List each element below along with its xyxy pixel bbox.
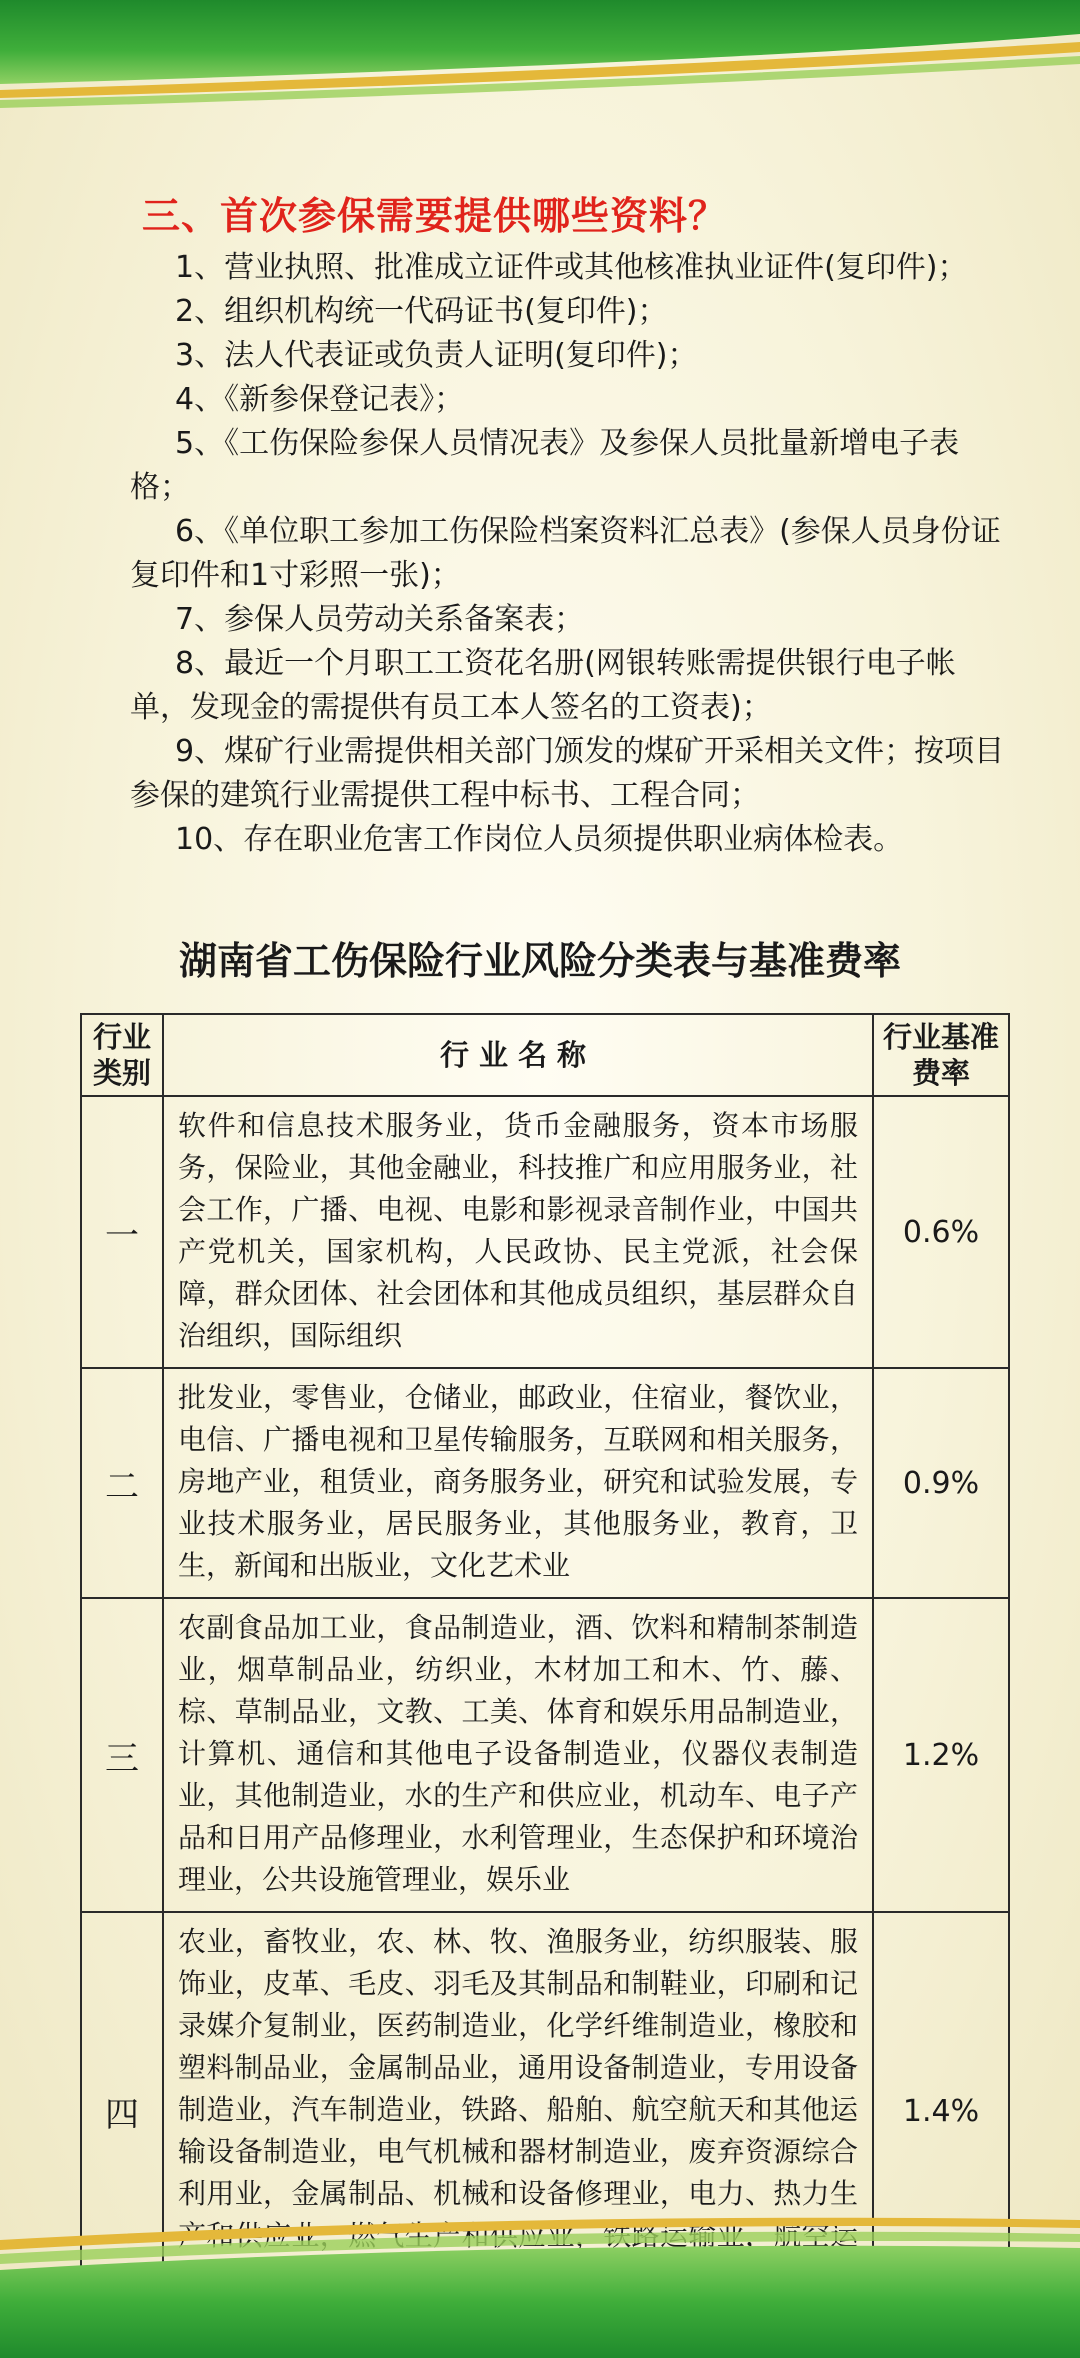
required-documents-section bbox=[130, 190, 1010, 862]
table-title: 湖南省工伤保险行业风险分类表与基准费率 bbox=[178, 939, 901, 983]
section-title: 三、首次参保需要提供哪些资料？ bbox=[142, 194, 728, 238]
rate-cell: 0.9% bbox=[873, 1368, 1009, 1598]
document-item: 10、存在职业危害工作岗位人员须提供职业病体检表。 bbox=[175, 822, 904, 857]
category-cell: 三 bbox=[81, 1598, 163, 1912]
rate-cell: 1.4% bbox=[873, 1912, 1009, 2310]
rate-cell: 0.6% bbox=[873, 1096, 1009, 1368]
rate-cell: 1.2% bbox=[873, 1598, 1009, 1912]
document-item: 3、法人代表证或负责人证明(复印件)； bbox=[175, 338, 698, 373]
document-item: 4、《新参保登记表》； bbox=[175, 382, 465, 417]
table-row bbox=[81, 1096, 1009, 1368]
document-item: 2、组织机构统一代码证书(复印件)； bbox=[175, 294, 668, 329]
category-cell: 二 bbox=[81, 1368, 163, 1598]
header-industry-name: 行业名称 bbox=[163, 1014, 873, 1096]
industry-names-cell: 批发业，零售业，仓储业，邮政业，住宿业，餐饮业，电信、广播电视和卫星传输服务，互联网和相关服务，房地产业，租赁业，商务服务业，研究和试验发展，专业技术服务业，居民服务业，其他服务业，教育，卫生，新闻和出版业，文化艺术业 bbox=[163, 1368, 873, 1598]
document-item: 9、煤矿行业需提供相关部门颁发的煤矿开采相关文件；按项目参保的建筑行业需提供工程中标书、工程合同； bbox=[130, 734, 1005, 813]
table-row bbox=[81, 1598, 1009, 1912]
table-header-row bbox=[81, 1014, 1009, 1096]
document-item: 6、《单位职工参加工伤保险档案资料汇总表》(参保人员身份证复印件和1寸彩照一张)； bbox=[130, 514, 1001, 593]
top-decorative-band bbox=[0, 0, 1080, 140]
category-cell: 一 bbox=[81, 1096, 163, 1368]
document-item: 7、参保人员劳动关系备案表； bbox=[175, 602, 585, 637]
industry-names-cell: 农副食品加工业，食品制造业，酒、饮料和精制茶制造业，烟草制品业，纺织业，木材加工和木、竹、藤、棕、草制品业，文教、工美、体育和娱乐用品制造业，计算机、通信和其他电子设备制造业，仪器仪表制造业，其他制造业，水的生产和供应业，机动车、电子产品和日用产品修理业，水利管理业，生态保护和环境治理业，公共设施管理业，娱乐业 bbox=[163, 1598, 873, 1912]
table-row bbox=[81, 1368, 1009, 1598]
document-item: 1、营业执照、批准成立证件或其他核准执业证件(复印件)； bbox=[175, 250, 968, 285]
header-base-rate: 行业基准费率 bbox=[873, 1014, 1009, 1096]
industry-names-cell: 软件和信息技术服务业，货币金融服务，资本市场服务，保险业，其他金融业，科技推广和应用服务业，社会工作，广播、电视、电影和影视录音制作业，中国共产党机关，国家机构，人民政协、民主党派，社会保障，群众团体、社会团体和其他成员组织，基层群众自治组织，国际组织 bbox=[163, 1096, 873, 1368]
document-item: 8、最近一个月职工工资花名册(网银转账需提供银行电子帐单，发现金的需提供有员工本人签名的工资表)； bbox=[130, 646, 956, 725]
bottom-decorative-band bbox=[0, 2190, 1080, 2358]
document-item: 5、《工伤保险参保人员情况表》及参保人员批量新增电子表格； bbox=[130, 426, 960, 505]
risk-classification-table bbox=[80, 1013, 1010, 2311]
industry-names-cell: 农业，畜牧业，农、林、牧、渔服务业，纺织服装、服饰业，皮革、毛皮、羽毛及其制品和制鞋业，印刷和记录媒介复制业，医药制造业，化学纤维制造业，橡胶和塑料制品业，金属制品业，通用设备制造业，专用设备制造业，汽车制造业，铁路、船舶、航空航天和其他运输设备制造业，电气机械和器材制造业，废弃资源综合利用业，金属制品、机械和设备修理业，电力、热力生 供应业，燃气生产和供 bbox=[163, 1912, 873, 2310]
category-cell: 四 bbox=[81, 1912, 163, 2310]
header-category: 行业类别 bbox=[81, 1014, 163, 1096]
